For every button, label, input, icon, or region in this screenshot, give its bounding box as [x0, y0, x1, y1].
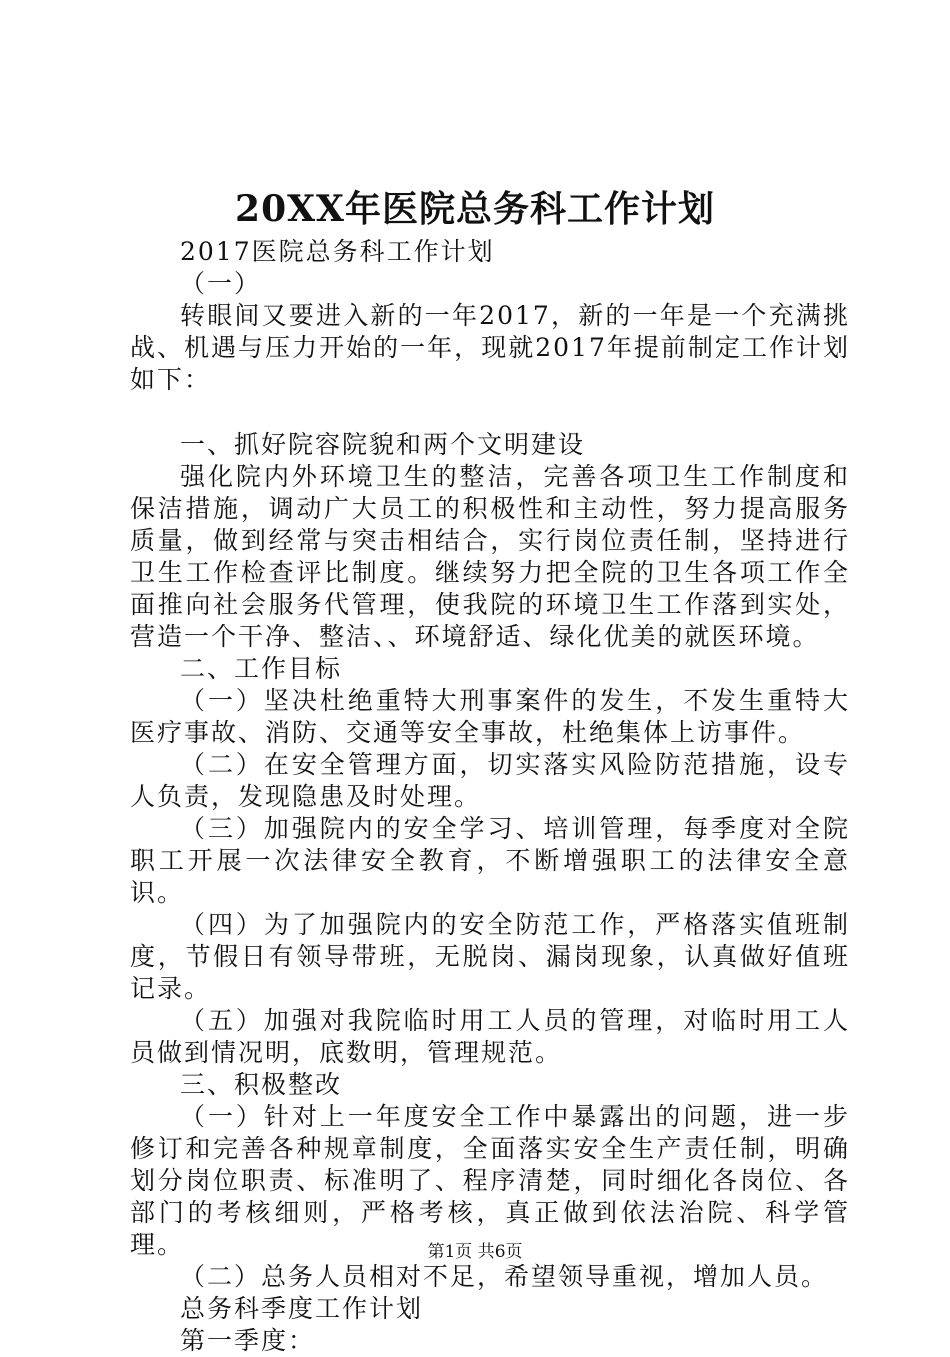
- paragraph: （一）针对上一年度安全工作中暴露出的问题，进一步修订和完善各种规章制度，全面落实安全生产责任制，明确划分岗位职责、标准明了、程序清楚，同时细化各岗位、各部门的考核细则，严格考核，真正做到依法治院、科学管理。: [130, 1102, 850, 1259]
- page-footer: 第1页 共6页: [427, 1242, 523, 1262]
- section-heading: 总务科季度工作计划: [180, 1294, 424, 1323]
- paragraph: （三）加强院内的安全学习、培训管理，每季度对全院职工开展一次法律安全教育，不断增强职工的法律安全意识。: [130, 814, 850, 907]
- document-title: 20XX年医院总务科工作计划: [235, 188, 715, 230]
- document-body: [130, 236, 850, 1357]
- paragraph: 第一季度：: [180, 1326, 316, 1355]
- paragraph: （一）坚决杜绝重特大刑事案件的发生，不发生重特大医疗事故、消防、交通等安全事故，杜绝集体上访事件。: [130, 686, 850, 747]
- paragraph: （一）: [180, 269, 262, 298]
- paragraph: 2017医院总务科工作计划: [180, 237, 495, 266]
- paragraph: （四）为了加强院内的安全防范工作，严格落实值班制度，节假日有领导带班，无脱岗、漏岗现象，认真做好值班记录。: [130, 910, 850, 1003]
- paragraph: （二）总务人员相对不足，希望领导重视，增加人员。: [180, 1262, 829, 1291]
- section-heading: 二、工作目标: [180, 654, 343, 683]
- section-heading: 一、抓好院容院貌和两个文明建设: [180, 430, 586, 459]
- paragraph: （二）在安全管理方面，切实落实风险防范措施，设专人负责，发现隐患及时处理。: [130, 750, 850, 811]
- section-heading: 三、积极整改: [180, 1070, 343, 1099]
- paragraph: （五）加强对我院临时用工人员的管理，对临时用工人员做到情况明，底数明，管理规范。: [130, 1006, 850, 1067]
- paragraph: 转眼间又要进入新的一年2017，新的一年是一个充满挑战、机遇与压力开始的一年，现就2017年提前制定工作计划如下：: [130, 301, 850, 394]
- paragraph: 强化院内外环境卫生的整洁，完善各项卫生工作制度和保洁措施，调动广大员工的积极性和主动性，努力提高服务质量，做到经常与突击相结合，实行岗位责任制，坚持进行卫生工作检查评比制度。继续努力把全院的卫生各项工作全面推向社会服务代管理，使我院的环境卫生工作落到实处，营造一个干净、整洁、、环境舒适、绿化优美的就医环境。: [130, 462, 850, 651]
